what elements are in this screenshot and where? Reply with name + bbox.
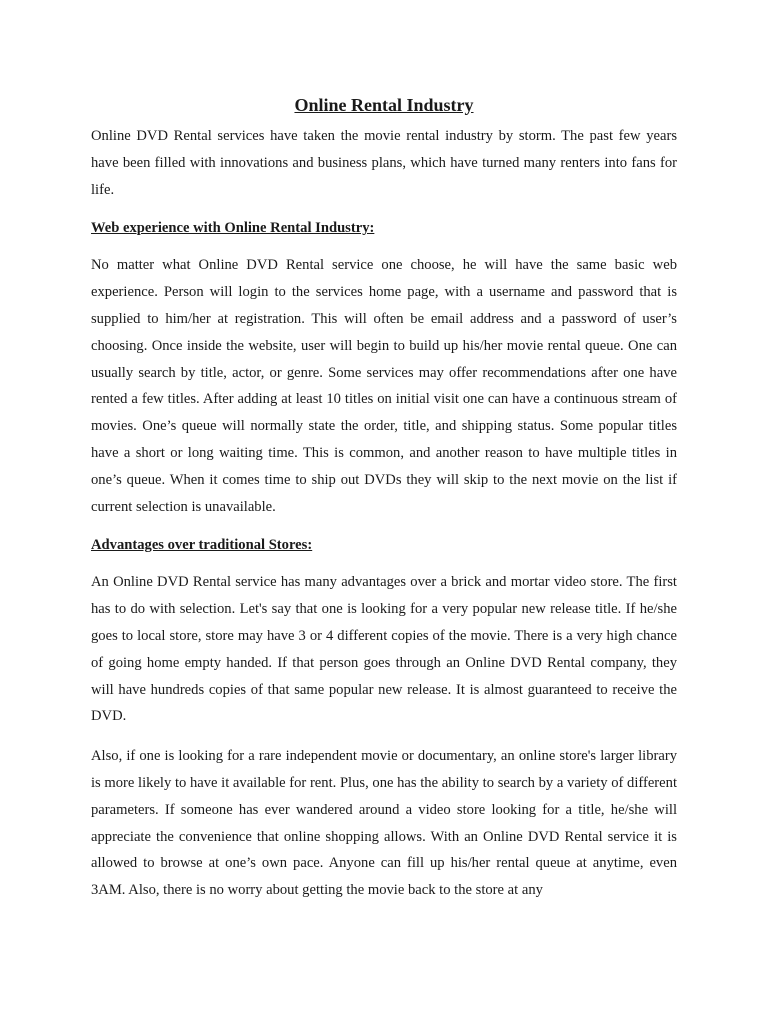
document-title: Online Rental Industry xyxy=(294,95,474,115)
intro-paragraph: Online DVD Rental services have taken the movie rental industry by storm. The past few years have been filled with innovations and business plans, which have turned many renters into fans for life. xyxy=(91,128,677,198)
section-heading-advantages: Advantages over traditional Stores: xyxy=(91,537,313,554)
web-experience-paragraph: No matter what Online DVD Rental service one choose, he will have the same basic web experience. Person will login to the services home page, with a username and password that is supplied to him/her at registration. This will often be email address and a password of user’s choosing. Once inside the website, user will begin to build up his/her movie rental queue. One can usually search by title, actor, or genre. Some services may offer recommendations after one have rented a few titles. After adding at least 10 titles on initial visit one can have a continuous stream of movies. One’s queue will normally state the order, title, and shipping status. Some popular titles have a short or long waiting time. This is common, and another reason to have multiple titles in one’s queue. When it comes time to ship out DVDs they will skip to the next movie on the list if current selection is unavailable. xyxy=(91,257,677,515)
document-body xyxy=(91,92,677,917)
advantages-paragraph-1: An Online DVD Rental service has many advantages over a brick and mortar video store. The first has to do with selection. Let's say that one is looking for a very popular new release title. If he/she goes to local store, store may have 3 or 4 different copies of the movie. There is a very high chance of going home empty handed. If that person goes through an Online DVD Rental company, they will have hundreds copies of that same popular new release. It is almost guaranteed to receive the DVD. xyxy=(91,574,677,725)
advantages-paragraph-2: Also, if one is looking for a rare independent movie or documentary, an online store's larger library is more likely to have it available for rent. Plus, one has the ability to search by a variety of different parameters. If someone has ever wandered around a video store looking for a title, he/she will appreciate the convenience that online shopping allows. With an Online DVD Rental service it is allowed to browse at one’s own pace. Anyone can fill up his/her rental queue at anytime, even 3AM. Also, there is no worry about getting the movie back to the store at any xyxy=(91,748,677,899)
section-heading-web-experience: Web experience with Online Rental Industry: xyxy=(91,220,375,237)
